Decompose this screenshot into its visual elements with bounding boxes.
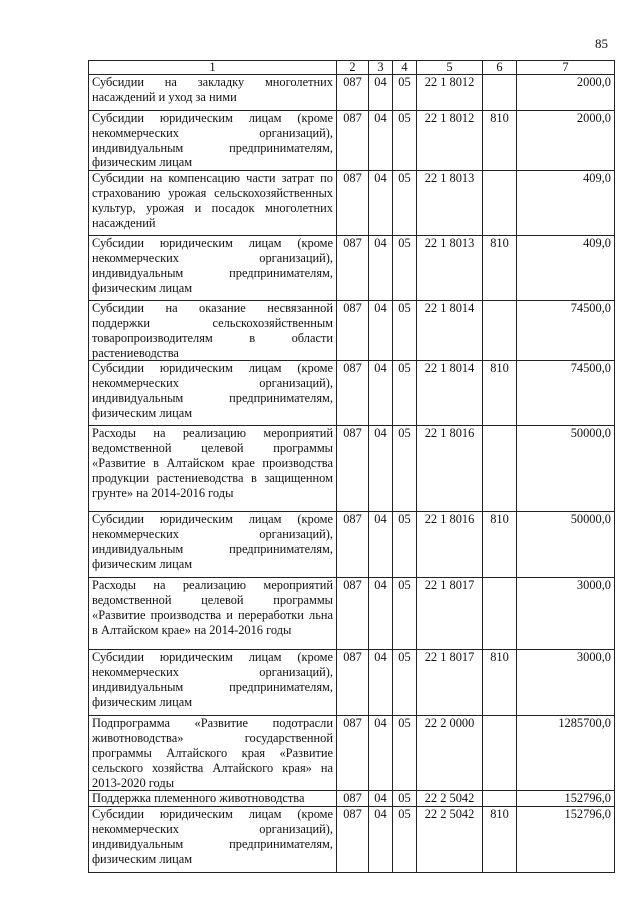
ministry-code-cell: 087 bbox=[337, 716, 369, 791]
expense-type-cell: 810 bbox=[483, 361, 517, 426]
ministry-code-cell: 087 bbox=[337, 578, 369, 650]
ministry-code-cell: 087 bbox=[337, 512, 369, 578]
table-row bbox=[89, 578, 615, 650]
expense-name-cell: Субсидии юридическим лицам (кроме некоммерческих организаций), индивидуальным предпринимателям, физическим лицам bbox=[89, 361, 337, 426]
ministry-code-cell: 087 bbox=[337, 171, 369, 236]
amount-cell: 409,0 bbox=[517, 171, 615, 236]
expense-name-cell: Расходы на реализацию мероприятий ведомственной целевой программы «Развитие в Алтайском крае производства продукции растениеводства в защищенном грунте» на 2014-2016 годы bbox=[89, 426, 337, 512]
expense-type-cell bbox=[483, 301, 517, 361]
table-row bbox=[89, 716, 615, 791]
amount-cell: 1285700,0 bbox=[517, 716, 615, 791]
table-row bbox=[89, 791, 615, 807]
target-article-cell: 22 1 8014 bbox=[417, 361, 483, 426]
section-code-cell: 04 bbox=[369, 578, 393, 650]
amount-cell: 50000,0 bbox=[517, 512, 615, 578]
section-code-cell: 04 bbox=[369, 426, 393, 512]
table-row bbox=[89, 75, 615, 111]
expense-name-cell: Поддержка племенного животноводства bbox=[89, 791, 337, 807]
amount-cell: 152796,0 bbox=[517, 791, 615, 807]
ministry-code-cell: 087 bbox=[337, 650, 369, 716]
subsection-code-cell: 05 bbox=[393, 111, 417, 171]
amount-cell: 152796,0 bbox=[517, 807, 615, 873]
target-article-cell: 22 1 8012 bbox=[417, 111, 483, 171]
target-article-cell: 22 2 5042 bbox=[417, 791, 483, 807]
table-row bbox=[89, 650, 615, 716]
ministry-code-cell: 087 bbox=[337, 236, 369, 301]
amount-cell: 3000,0 bbox=[517, 650, 615, 716]
target-article-cell: 22 1 8017 bbox=[417, 650, 483, 716]
amount-cell: 2000,0 bbox=[517, 111, 615, 171]
expense-type-cell bbox=[483, 716, 517, 791]
amount-cell: 3000,0 bbox=[517, 578, 615, 650]
section-code-cell: 04 bbox=[369, 236, 393, 301]
section-code-cell: 04 bbox=[369, 512, 393, 578]
section-code-cell: 04 bbox=[369, 650, 393, 716]
expense-name-cell: Субсидии юридическим лицам (кроме некоммерческих организаций), индивидуальным предпринимателям, физическим лицам bbox=[89, 512, 337, 578]
expense-type-cell: 810 bbox=[483, 807, 517, 873]
table-row bbox=[89, 426, 615, 512]
subsection-code-cell: 05 bbox=[393, 361, 417, 426]
target-article-cell: 22 2 0000 bbox=[417, 716, 483, 791]
amount-cell: 50000,0 bbox=[517, 426, 615, 512]
subsection-code-cell: 05 bbox=[393, 301, 417, 361]
amount-cell: 2000,0 bbox=[517, 75, 615, 111]
subsection-code-cell: 05 bbox=[393, 75, 417, 111]
table-row bbox=[89, 512, 615, 578]
section-code-cell: 04 bbox=[369, 807, 393, 873]
expense-type-cell bbox=[483, 171, 517, 236]
subsection-code-cell: 05 bbox=[393, 650, 417, 716]
subsection-code-cell: 05 bbox=[393, 236, 417, 301]
expense-name-cell: Субсидии юридическим лицам (кроме некоммерческих организаций), индивидуальным предпринимателям, физическим лицам bbox=[89, 236, 337, 301]
expense-type-cell: 810 bbox=[483, 650, 517, 716]
subsection-code-cell: 05 bbox=[393, 426, 417, 512]
subsection-code-cell: 05 bbox=[393, 807, 417, 873]
expense-name-cell: Субсидии на оказание несвязанной поддержки сельскохозяйственным товаропроизводителям в области растениеводства bbox=[89, 301, 337, 361]
subsection-code-cell: 05 bbox=[393, 171, 417, 236]
column-header-6: 6 bbox=[483, 61, 517, 75]
expense-name-cell: Расходы на реализацию мероприятий ведомственной целевой программы «Развитие производства и переработки льна в Алтайском крае» на 2014-2016 годы bbox=[89, 578, 337, 650]
table-row bbox=[89, 807, 615, 873]
target-article-cell: 22 1 8013 bbox=[417, 236, 483, 301]
expense-type-cell bbox=[483, 791, 517, 807]
target-article-cell: 22 1 8012 bbox=[417, 75, 483, 111]
ministry-code-cell: 087 bbox=[337, 807, 369, 873]
subsection-code-cell: 05 bbox=[393, 512, 417, 578]
section-code-cell: 04 bbox=[369, 171, 393, 236]
ministry-code-cell: 087 bbox=[337, 75, 369, 111]
ministry-code-cell: 087 bbox=[337, 361, 369, 426]
ministry-code-cell: 087 bbox=[337, 301, 369, 361]
subsection-code-cell: 05 bbox=[393, 716, 417, 791]
section-code-cell: 04 bbox=[369, 716, 393, 791]
table-row bbox=[89, 236, 615, 301]
expense-name-cell: Субсидии на закладку многолетних насаждений и уход за ними bbox=[89, 75, 337, 111]
budget-table bbox=[88, 60, 615, 873]
amount-cell: 409,0 bbox=[517, 236, 615, 301]
section-code-cell: 04 bbox=[369, 75, 393, 111]
target-article-cell: 22 1 8013 bbox=[417, 171, 483, 236]
column-header-3: 3 bbox=[369, 61, 393, 75]
target-article-cell: 22 1 8016 bbox=[417, 512, 483, 578]
page-number: 85 bbox=[595, 36, 608, 51]
column-header-1: 1 bbox=[89, 61, 337, 75]
target-article-cell: 22 2 5042 bbox=[417, 807, 483, 873]
table-row bbox=[89, 361, 615, 426]
column-header-7: 7 bbox=[517, 61, 615, 75]
expense-type-cell bbox=[483, 426, 517, 512]
amount-cell: 74500,0 bbox=[517, 361, 615, 426]
section-code-cell: 04 bbox=[369, 791, 393, 807]
expense-name-cell: Субсидии юридическим лицам (кроме некоммерческих организаций), индивидуальным предпринимателям, физическим лицам bbox=[89, 807, 337, 873]
column-header-4: 4 bbox=[393, 61, 417, 75]
expense-type-cell: 810 bbox=[483, 111, 517, 171]
expense-name-cell: Субсидии юридическим лицам (кроме некоммерческих организаций), индивидуальным предпринимателям, физическим лицам bbox=[89, 650, 337, 716]
table-header-row bbox=[89, 61, 615, 75]
table-row bbox=[89, 171, 615, 236]
target-article-cell: 22 1 8016 bbox=[417, 426, 483, 512]
subsection-code-cell: 05 bbox=[393, 791, 417, 807]
ministry-code-cell: 087 bbox=[337, 791, 369, 807]
ministry-code-cell: 087 bbox=[337, 426, 369, 512]
column-header-5: 5 bbox=[417, 61, 483, 75]
expense-type-cell: 810 bbox=[483, 236, 517, 301]
expense-type-cell: 810 bbox=[483, 512, 517, 578]
table-row bbox=[89, 301, 615, 361]
section-code-cell: 04 bbox=[369, 361, 393, 426]
section-code-cell: 04 bbox=[369, 301, 393, 361]
expense-type-cell bbox=[483, 75, 517, 111]
target-article-cell: 22 1 8014 bbox=[417, 301, 483, 361]
amount-cell: 74500,0 bbox=[517, 301, 615, 361]
table-row bbox=[89, 111, 615, 171]
expense-name-cell: Подпрограмма «Развитие подотрасли животноводства» государственной программы Алтайского края «Развитие сельского хозяйства Алтайского края» на 2013-2020 годы bbox=[89, 716, 337, 791]
subsection-code-cell: 05 bbox=[393, 578, 417, 650]
expense-name-cell: Субсидии юридическим лицам (кроме некоммерческих организаций), индивидуальным предпринимателям, физическим лицам bbox=[89, 111, 337, 171]
expense-type-cell bbox=[483, 578, 517, 650]
column-header-2: 2 bbox=[337, 61, 369, 75]
expense-name-cell: Субсидии на компенсацию части затрат по страхованию урожая сельскохозяйственных культур, урожая и посадок многолетних насаждений bbox=[89, 171, 337, 236]
target-article-cell: 22 1 8017 bbox=[417, 578, 483, 650]
section-code-cell: 04 bbox=[369, 111, 393, 171]
ministry-code-cell: 087 bbox=[337, 111, 369, 171]
